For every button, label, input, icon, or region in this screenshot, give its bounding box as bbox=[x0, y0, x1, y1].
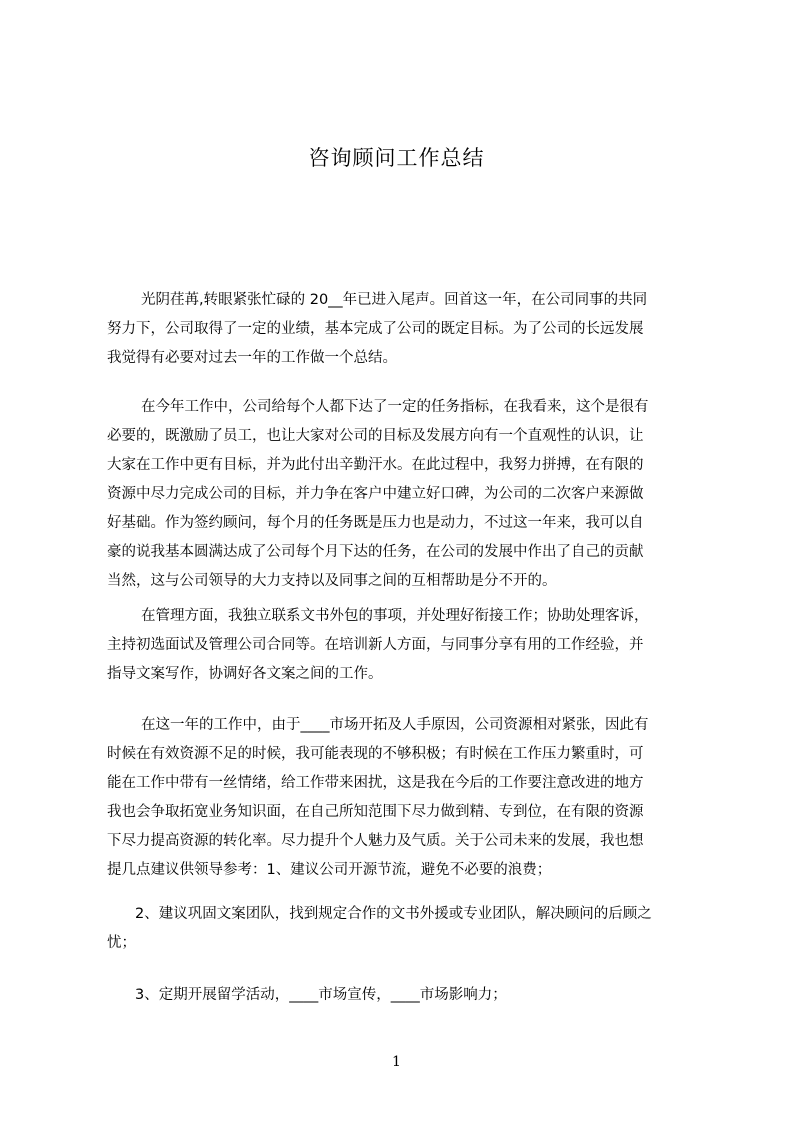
paragraph-annual-work bbox=[107, 393, 707, 596]
text-line: 主持初选面试及管理公司合同等。在培训新人方面，与同事分享有用的工作经验，并 bbox=[107, 637, 644, 653]
text-line: 在管理方面，我独立联系文书外包的事项，并处理好衔接工作；协助处理客诉， bbox=[141, 608, 649, 624]
paragraph-improvement bbox=[107, 711, 707, 885]
text-line: 资源中尽力完成公司的目标，并力争在客户中建立好口碑，为公司的二次客户来源做 bbox=[107, 486, 644, 502]
text-line: 大家在工作中更有目标，并为此付出辛勤汗水。在此过程中，我努力拼搏，在有限的 bbox=[107, 457, 644, 473]
text-line: 好基础。作为签约顾问，每个月的任务既是压力也是动力，不过这一年来，我可以自 bbox=[107, 515, 644, 531]
paragraph-intro bbox=[107, 286, 707, 373]
text-line: 提几点建议供领导参考：1、建议公司开源节流，避免不必要的浪费； bbox=[107, 862, 552, 878]
text-line: 在今年工作中，公司给每个人都下达了一定的任务指标，在我看来，这个是很有 bbox=[141, 399, 649, 415]
text-line: 必要的，既激励了员工，也让大家对公司的目标及发展方向有一个直观性的认识，让 bbox=[107, 428, 644, 444]
text-line: 我也会争取拓宽业务知识面，在自己所知范围下尽力做到精、专到位，在有限的资源 bbox=[107, 804, 644, 820]
paragraph-management bbox=[107, 602, 707, 689]
text-line: 在这一年的工作中，由于____市场开拓及人手原因，公司资源相对紧张，因此有 bbox=[141, 717, 649, 733]
text-line: 2、建议巩固文案团队，找到规定合作的文书外援或专业团队，解决顾问的后顾之 bbox=[135, 906, 652, 922]
text-line: 下尽力提高资源的转化率。尽力提升个人魅力及气质。关于公司未来的发展，我也想 bbox=[107, 833, 644, 849]
paragraph-suggestion-3 bbox=[107, 981, 707, 1010]
text-line: 忧； bbox=[107, 935, 136, 951]
text-line: 努力下，公司取得了一定的业绩，基本完成了公司的既定目标。为了公司的长远发展 bbox=[107, 321, 644, 337]
text-line: 能在工作中带有一丝情绪，给工作带来困扰，这是我在今后的工作要注意改进的地方 bbox=[107, 775, 644, 791]
text-line: 指导文案写作，协调好各文案之间的工作。 bbox=[107, 666, 383, 682]
text-line: 光阴荏苒,转眼紧张忙碌的 20__年已进入尾声。回首这一年，在公司同事的共同 bbox=[141, 292, 648, 308]
text-line: 豪的说我基本圆满达成了公司每个月下达的任务，在公司的发展中作出了自己的贡献 bbox=[107, 544, 644, 560]
text-line: 3、定期开展留学活动，____市场宣传，____市场影响力； bbox=[135, 987, 507, 1003]
document-title: 咨询顾问工作总结 bbox=[308, 146, 485, 170]
page-number: 1 bbox=[392, 1054, 401, 1070]
text-line: 当然，这与公司领导的大力支持以及同事之间的互相帮助是分不开的。 bbox=[107, 573, 557, 589]
text-line: 时候在有效资源不足的时候，我可能表现的不够积极；有时候在工作压力繁重时，可 bbox=[107, 746, 644, 762]
text-line: 我觉得有必要对过去一年的工作做一个总结。 bbox=[107, 350, 397, 366]
paragraph-suggestion-2 bbox=[107, 900, 707, 958]
